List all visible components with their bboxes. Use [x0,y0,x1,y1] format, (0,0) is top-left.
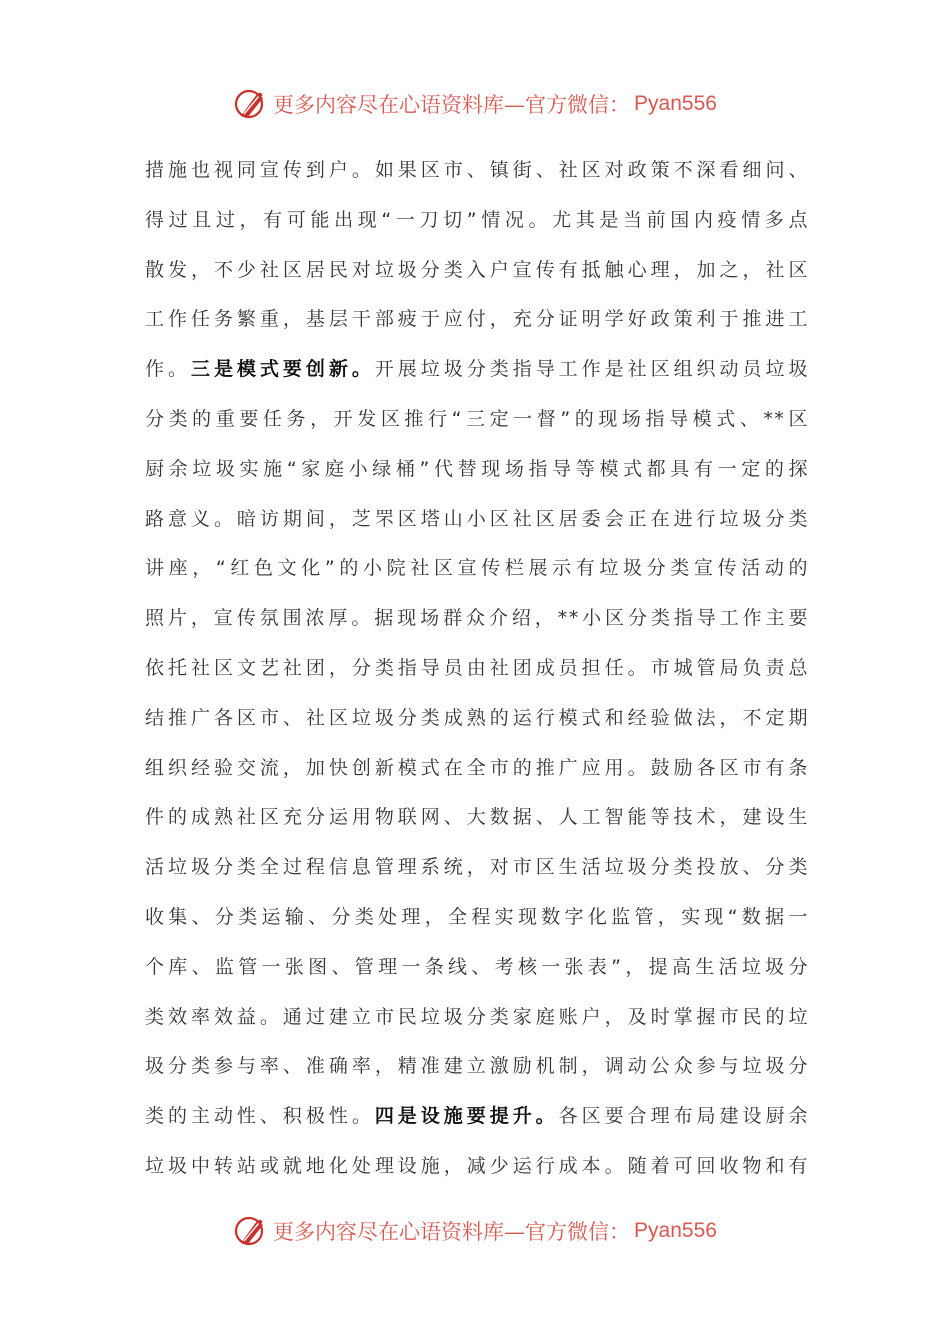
pen-nib-logo-icon [233,1213,269,1249]
banner-text: 更多内容尽在心语资料库—官方微信： [273,93,631,117]
paragraph-text: 个库、监管一张图、管理一条线、考核一张表”，提高生活垃圾分 [145,955,809,978]
text-line [145,445,809,495]
paragraph-text: 开展垃圾分类指导工作是社区组织动员垃圾 [374,358,809,381]
paragraph-text: 类的主动性、积极性。 [145,1105,375,1128]
paragraph-text: 工作任务繁重，基层干部疲于应付，充分证明学好政策利于推进工 [145,308,809,331]
pen-nib-logo-icon [233,86,269,122]
banner-wechat-id: Pyan556 [634,92,717,115]
text-line [145,893,809,943]
text-line [145,146,809,196]
text-line [145,843,809,893]
text-line [145,744,809,794]
paragraph-text: 照片，宣传氛围浓厚。据现场群众介绍，**小区分类指导工作主要 [145,607,809,630]
text-line [145,993,809,1043]
paragraph-text: 得过且过，有可能出现“一刀切”情况。尤其是当前国内疫情多点 [145,208,809,231]
text-line [145,1092,809,1142]
text-line [145,345,809,395]
paragraph-text: 措施也视同宣传到户。如果区市、镇街、社区对政策不深看细问、 [145,159,809,181]
paragraph-text: 组织经验交流，加快创新模式在全市的推广应用。鼓励各区市有条 [145,756,809,779]
paragraph-text: 讲座，“红色文化”的小院社区宣传栏展示有垃圾分类宣传活动的 [145,557,809,580]
banner-wechat-id: Pyan556 [634,1219,717,1242]
bold-heading-text: 四是设施要提升。 [374,1105,559,1128]
paragraph-text: 垃圾中转站或就地化处理设施，减少运行成本。随着可回收物和有 [145,1154,809,1177]
text-line [145,395,809,445]
text-line [145,1042,809,1092]
text-line [145,644,809,694]
paragraph-text: 依托社区文艺社团，分类指导员由社团成员担任。市城管局负责总 [145,656,809,679]
paragraph-text: 厨余垃圾实施“家庭小绿桶”代替现场指导等模式都具有一定的探 [145,457,809,480]
paragraph-text: 各区要合理布局建设厨余 [558,1105,809,1128]
text-line [145,246,809,296]
text-line [145,594,809,644]
document-body [145,146,809,1192]
text-line [145,1142,809,1192]
footer-banner [0,1211,950,1251]
text-line [145,793,809,843]
paragraph-text: 类效率效益。通过建立市民垃圾分类家庭账户，及时掌握市民的垃 [145,1005,809,1028]
text-line [145,694,809,744]
text-line [145,196,809,246]
paragraph-text: 结推广各区市、社区垃圾分类成熟的运行模式和经验做法，不定期 [145,706,809,729]
paragraph-text: 圾分类参与率、准确率，精准建立激励机制，调动公众参与垃圾分 [145,1055,809,1078]
paragraph-text: 散发，不少社区居民对垃圾分类入户宣传有抵触心理，加之，社区 [145,258,809,281]
banner-text: 更多内容尽在心语资料库—官方微信： [273,1220,631,1244]
text-line [145,495,809,545]
text-line [145,943,809,993]
bold-heading-text: 三是模式要创新。 [190,358,375,381]
paragraph-text: 件的成熟社区充分运用物联网、大数据、人工智能等技术，建设生 [145,806,809,829]
paragraph-text: 作。 [145,358,191,381]
header-banner [0,84,950,124]
paragraph-text: 活垃圾分类全过程信息管理系统，对市区生活垃圾分类投放、分类 [145,856,809,879]
text-line [145,295,809,345]
paragraph-text: 路意义。暗访期间，芝罘区塔山小区社区居委会正在进行垃圾分类 [145,507,809,530]
paragraph-text: 分类的重要任务，开发区推行“三定一督”的现场指导模式、**区 [145,407,809,430]
text-line [145,544,809,594]
paragraph-text: 收集、分类运输、分类处理，全程实现数字化监管，实现“数据一 [145,905,809,928]
